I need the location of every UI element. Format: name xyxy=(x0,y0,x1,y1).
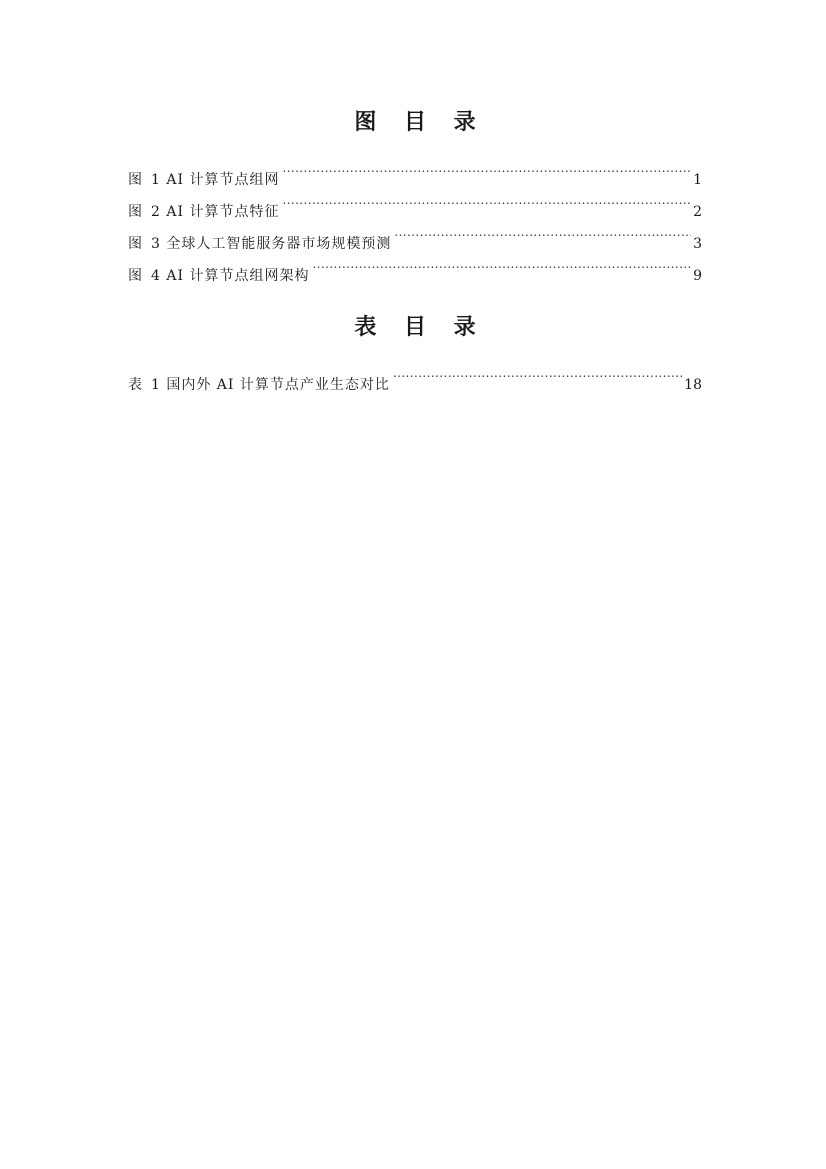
figure-toc-section xyxy=(128,108,702,284)
entry-prefix: 表 xyxy=(128,377,143,393)
table-toc-list xyxy=(128,357,702,393)
figure-toc-list xyxy=(128,152,702,284)
entry-prefix: 图 xyxy=(128,204,143,220)
table-toc-section xyxy=(128,313,702,393)
entry-label: 2 AI 计算节点特征 xyxy=(151,204,280,220)
entry-page-number: 3 xyxy=(693,236,702,252)
entry-page-number: 1 xyxy=(693,172,702,188)
entry-page-number: 9 xyxy=(693,268,702,284)
dot-leader xyxy=(393,357,682,389)
entry-label: 3 全球人工智能服务器市场规模预测 xyxy=(151,236,392,252)
dot-leader xyxy=(312,248,691,280)
entry-label: 4 AI 计算节点组网架构 xyxy=(151,268,310,284)
entry-page-number: 2 xyxy=(693,204,702,220)
dot-leader xyxy=(282,152,691,184)
entry-label: 1 国内外 AI 计算节点产业生态对比 xyxy=(151,377,390,393)
entry-label: 1 AI 计算节点组网 xyxy=(151,172,280,188)
figure-toc-title: 图 目 录 xyxy=(354,110,486,135)
dot-leader xyxy=(394,216,691,248)
toc-entry[interactable] xyxy=(128,357,702,393)
toc-entry[interactable] xyxy=(128,152,702,188)
entry-page-number: 18 xyxy=(684,377,702,393)
entry-prefix: 图 xyxy=(128,236,143,252)
entry-prefix: 图 xyxy=(128,268,143,284)
entry-prefix: 图 xyxy=(128,172,143,188)
table-toc-title: 表 目 录 xyxy=(354,315,486,340)
dot-leader xyxy=(282,184,691,216)
